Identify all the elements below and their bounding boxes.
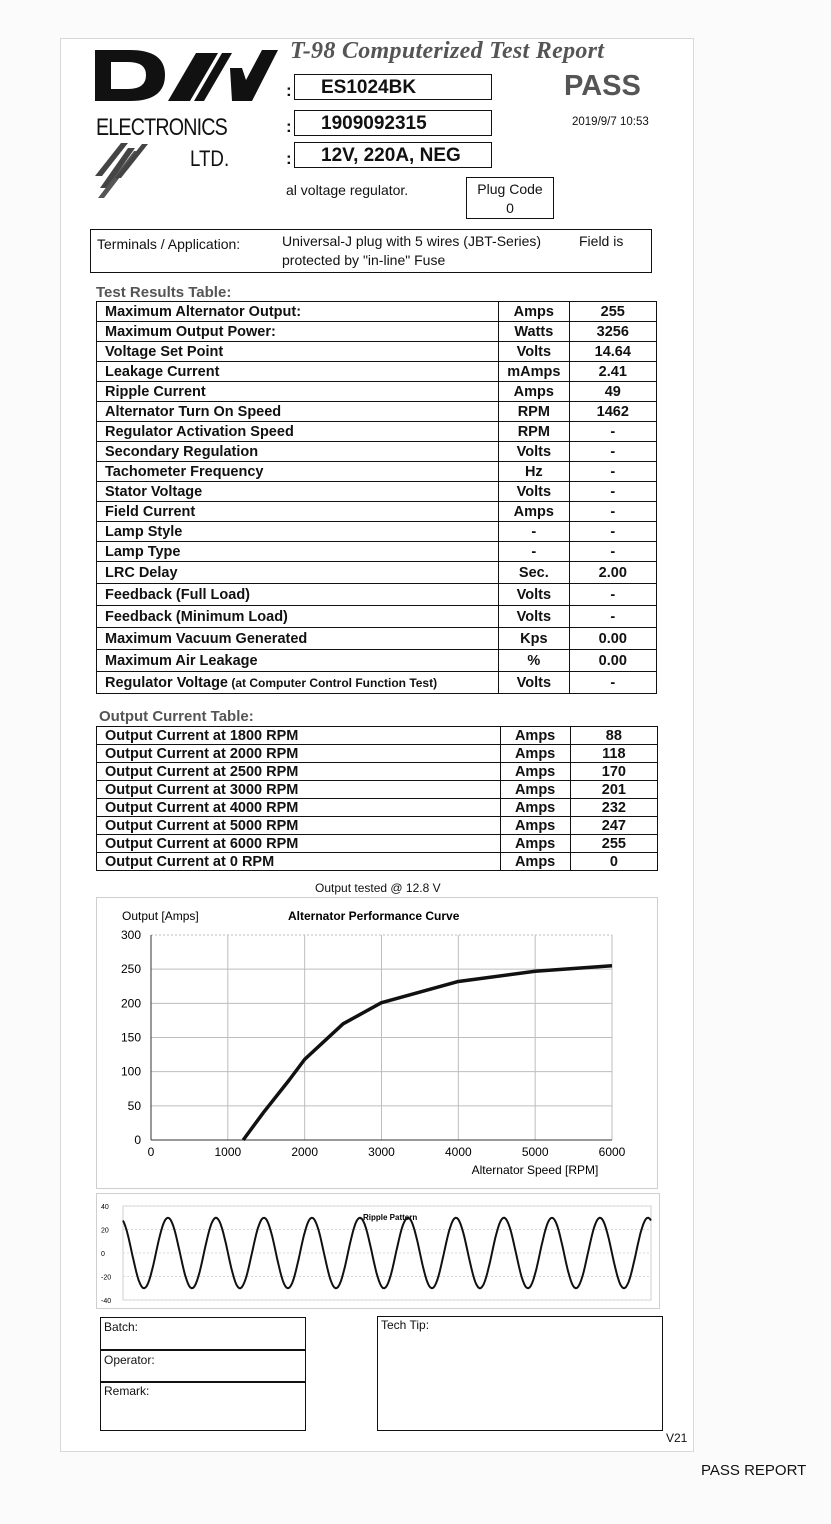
row-name-text: Field Current — [105, 503, 196, 520]
row-unit-text: mAmps — [507, 363, 561, 380]
plug-code-box — [466, 177, 554, 219]
chart-title: Alternator Performance Curve — [288, 909, 460, 923]
row-unit — [499, 442, 569, 462]
row-value — [570, 817, 657, 835]
row-unit — [499, 342, 569, 362]
table-row — [97, 763, 658, 781]
row-value — [569, 462, 656, 482]
colon-mark: : — [286, 117, 292, 136]
row-value-text: 88 — [605, 727, 622, 744]
row-value — [570, 745, 657, 763]
row-unit-text: Amps — [514, 745, 556, 762]
colon-mark: : — [286, 81, 292, 100]
table-row — [97, 745, 658, 763]
table-row — [97, 781, 658, 799]
table-row — [97, 628, 657, 650]
row-name — [97, 342, 499, 362]
ripple-y-tick-label: -20 — [101, 1274, 112, 1282]
row-value — [569, 606, 656, 628]
row-unit-text: Amps — [514, 781, 556, 798]
row-name — [97, 628, 499, 650]
row-value-text: - — [610, 423, 616, 440]
x-tick-label: 0 — [147, 1145, 155, 1159]
row-name-text: Leakage Current — [105, 363, 220, 380]
table-row — [97, 542, 657, 562]
row-value — [570, 799, 657, 817]
row-unit — [499, 522, 569, 542]
x-tick-label: 2000 — [291, 1145, 319, 1159]
row-value — [569, 422, 656, 442]
company-suffix: LTD. — [190, 146, 230, 171]
row-name — [97, 584, 499, 606]
y-tick-label: 50 — [127, 1098, 141, 1113]
row-name-text: Regulator Activation Speed — [105, 423, 294, 440]
performance-chart-frame — [96, 897, 658, 1189]
row-unit — [500, 727, 570, 745]
row-value — [569, 502, 656, 522]
row-value — [569, 442, 656, 462]
row-value-text: - — [610, 503, 616, 520]
y-tick-label: 150 — [120, 1030, 141, 1045]
company-name: ELECTRONICS — [96, 114, 227, 141]
row-name-text: Output Current at 2500 RPM — [105, 763, 299, 780]
row-unit — [499, 672, 569, 694]
row-name-text: Stator Voltage — [105, 483, 203, 500]
row-value-text: 255 — [600, 303, 625, 320]
table-row — [97, 562, 657, 584]
row-name — [97, 502, 499, 522]
table-row — [97, 584, 657, 606]
row-name-text: LRC Delay — [105, 564, 178, 581]
y-tick-label: 100 — [120, 1064, 141, 1079]
terminals-box — [90, 229, 652, 273]
row-unit — [499, 584, 569, 606]
description: al voltage regulator. — [286, 182, 409, 198]
row-unit — [499, 422, 569, 442]
row-value — [569, 362, 656, 382]
row-value — [570, 763, 657, 781]
result-status: PASS — [564, 70, 641, 102]
row-name-text: Tachometer Frequency — [105, 463, 264, 480]
row-unit — [499, 362, 569, 382]
row-name-text: Maximum Vacuum Generated — [105, 630, 308, 647]
row-value — [570, 853, 657, 871]
row-unit — [500, 835, 570, 853]
row-value — [569, 542, 656, 562]
row-value-text: 2.00 — [598, 564, 627, 581]
serial-number: 1909092315 — [294, 110, 492, 136]
row-name — [97, 781, 501, 799]
row-value — [569, 322, 656, 342]
row-value-text: 0 — [609, 853, 618, 870]
row-name — [97, 562, 499, 584]
row-unit — [499, 562, 569, 584]
row-unit-text: Volts — [516, 483, 552, 500]
row-value — [569, 522, 656, 542]
operator-label: Operator: — [104, 1353, 155, 1367]
row-unit-text: RPM — [517, 403, 550, 420]
row-name — [97, 672, 499, 694]
row-unit-text: Watts — [514, 323, 554, 340]
row-unit — [499, 402, 569, 422]
table-row — [97, 835, 658, 853]
output-tested-note: Output tested @ 12.8 V — [315, 881, 441, 895]
table-row — [97, 727, 658, 745]
y-axis-label: Output [Amps] — [122, 909, 199, 923]
table-row — [97, 672, 657, 694]
row-name-text: Regulator Voltage — [105, 674, 228, 691]
row-unit-text: Amps — [514, 727, 556, 744]
row-value-text: - — [610, 586, 616, 603]
row-value-text: 118 — [602, 745, 626, 762]
row-name-text: Lamp Style — [105, 523, 183, 540]
ripple-chart — [97, 1194, 659, 1308]
table-row — [97, 853, 658, 871]
x-tick-label: 1000 — [214, 1145, 242, 1159]
terminals-value-tail: Field is — [579, 233, 624, 249]
table-row — [97, 502, 657, 522]
table-row — [97, 322, 657, 342]
row-unit — [499, 302, 569, 322]
row-unit-text: Amps — [514, 835, 556, 852]
row-name-text: Alternator Turn On Speed — [105, 403, 282, 420]
row-unit — [499, 462, 569, 482]
table-row — [97, 362, 657, 382]
version-label: V21 — [666, 1431, 688, 1445]
row-name-text: Output Current at 0 RPM — [105, 853, 275, 870]
plug-code-value: 0 — [506, 200, 514, 216]
row-unit-text: Volts — [516, 443, 552, 460]
row-name — [97, 442, 499, 462]
row-name-text: Output Current at 1800 RPM — [105, 727, 299, 744]
row-name — [97, 402, 499, 422]
row-value-text: 170 — [601, 763, 626, 780]
row-value-text: 0.00 — [598, 630, 627, 647]
row-unit-text: Amps — [514, 799, 556, 816]
plug-code-label: Plug Code — [477, 181, 543, 197]
row-name — [97, 835, 501, 853]
row-unit — [499, 542, 569, 562]
tech-tip-box — [377, 1316, 663, 1431]
table-row — [97, 817, 658, 835]
ripple-y-tick-label: 20 — [101, 1227, 109, 1235]
part-number: ES1024BK — [294, 74, 492, 100]
row-value — [569, 650, 656, 672]
table-row — [97, 422, 657, 442]
row-value-text: 49 — [604, 383, 621, 400]
row-value-text: 1462 — [596, 403, 629, 420]
row-unit-text: Hz — [524, 463, 543, 480]
x-tick-label: 3000 — [368, 1145, 395, 1159]
row-value-text: 2.41 — [598, 363, 627, 380]
rating: 12V, 220A, NEG — [294, 142, 492, 168]
row-value-text: - — [610, 523, 616, 540]
table-row — [97, 606, 657, 628]
row-unit — [499, 482, 569, 502]
row-name — [97, 522, 499, 542]
row-name-text: Feedback (Full Load) — [105, 586, 251, 603]
row-value-text: 3256 — [596, 323, 629, 340]
colon-mark: : — [286, 149, 292, 168]
y-tick-label: 300 — [120, 928, 141, 942]
output-current-table — [96, 726, 658, 871]
row-unit-text: Volts — [516, 608, 552, 625]
row-value — [569, 672, 656, 694]
row-unit-text: Volts — [516, 586, 552, 603]
table-row — [97, 482, 657, 502]
row-unit-text: Amps — [513, 303, 554, 320]
row-unit-text: - — [531, 523, 537, 540]
row-unit — [500, 799, 570, 817]
row-unit-text: Amps — [513, 503, 554, 520]
row-unit-text: Amps — [513, 383, 554, 400]
ripple-y-tick-label: 0 — [101, 1251, 105, 1258]
row-name — [97, 422, 499, 442]
row-unit-text: Sec. — [518, 564, 549, 581]
row-unit-text: % — [527, 652, 541, 669]
row-name — [97, 322, 499, 342]
row-unit-text: Amps — [514, 853, 556, 870]
row-unit — [500, 745, 570, 763]
row-unit-text: Amps — [514, 817, 556, 834]
row-value-text: 14.64 — [594, 343, 631, 360]
x-tick-label: 4000 — [444, 1145, 472, 1159]
ripple-title: Ripple Pattern — [363, 1213, 418, 1222]
row-name-text: Maximum Output Power: — [105, 323, 276, 340]
table-row — [97, 650, 657, 672]
row-unit-text: - — [531, 543, 537, 560]
row-value — [570, 727, 657, 745]
row-value — [569, 402, 656, 422]
row-name — [97, 817, 501, 835]
row-name — [97, 799, 501, 817]
row-name — [97, 853, 501, 871]
row-name-text: Feedback (Minimum Load) — [105, 608, 288, 625]
row-name-text: Output Current at 5000 RPM — [105, 817, 299, 834]
row-unit-text: Kps — [520, 630, 548, 647]
x-tick-label: 5000 — [521, 1145, 549, 1159]
row-name-text: Output Current at 4000 RPM — [105, 799, 299, 816]
row-value-text: 201 — [601, 781, 626, 798]
table-row — [97, 442, 657, 462]
row-name — [97, 542, 499, 562]
x-axis-label: Alternator Speed [RPM] — [471, 1163, 599, 1177]
row-value-text: - — [610, 443, 616, 460]
row-value-text: 0.00 — [598, 652, 627, 669]
performance-chart — [97, 898, 657, 1188]
row-value — [569, 562, 656, 584]
x-tick-label: 6000 — [598, 1145, 626, 1159]
row-value-text: - — [610, 483, 616, 500]
row-value — [569, 382, 656, 402]
table-row — [97, 342, 657, 362]
row-unit — [499, 628, 569, 650]
row-name — [97, 763, 501, 781]
table-row — [97, 462, 657, 482]
row-unit — [500, 781, 570, 799]
table-row — [97, 799, 658, 817]
row-name — [97, 650, 499, 672]
row-name — [97, 302, 499, 322]
row-unit-text: Volts — [516, 674, 552, 691]
test-datetime: 2019/9/7 10:53 — [572, 116, 649, 128]
row-value-text: 255 — [601, 835, 626, 852]
ripple-chart-frame — [96, 1193, 660, 1309]
terminals-value-line1: Universal-J plug with 5 wires (JBT-Series) — [282, 233, 542, 249]
remark-label: Remark: — [104, 1384, 150, 1398]
row-unit — [499, 322, 569, 342]
test-results-title: Test Results Table: — [96, 284, 232, 301]
row-value — [569, 342, 656, 362]
row-name-text: Lamp Type — [105, 543, 181, 560]
test-results-table — [96, 301, 657, 694]
row-value — [570, 835, 657, 853]
pass-report-label: PASS REPORT — [701, 1462, 807, 1479]
row-name-text: Voltage Set Point — [105, 343, 224, 360]
row-unit — [500, 817, 570, 835]
row-unit — [500, 853, 570, 871]
row-value-text: 247 — [601, 817, 626, 834]
y-tick-label: 250 — [120, 962, 141, 977]
row-name-text: Maximum Alternator Output: — [105, 303, 302, 320]
row-name — [97, 606, 499, 628]
output-current-title: Output Current Table: — [99, 708, 254, 725]
row-name — [97, 745, 501, 763]
row-value — [570, 781, 657, 799]
row-value — [569, 584, 656, 606]
terminals-value-line2: protected by "in-line" Fuse — [282, 252, 446, 268]
row-value — [569, 628, 656, 650]
table-row — [97, 382, 657, 402]
report-title: T-98 Computerized Test Report — [290, 38, 605, 64]
performance-curve-line — [243, 966, 612, 1140]
y-tick-label: 200 — [120, 996, 141, 1011]
row-unit — [500, 763, 570, 781]
row-unit — [499, 502, 569, 522]
table-row — [97, 302, 657, 322]
row-unit — [499, 382, 569, 402]
row-unit-text: Amps — [514, 763, 556, 780]
row-unit-text: RPM — [517, 423, 550, 440]
row-value-text: - — [610, 463, 616, 480]
row-name-suffix: (at Computer Control Function Test) — [231, 675, 438, 690]
row-value-text: - — [610, 674, 616, 691]
row-name — [97, 362, 499, 382]
row-name-text: Output Current at 3000 RPM — [105, 781, 299, 798]
ripple-y-tick-label: 40 — [101, 1204, 109, 1211]
row-name-text: Maximum Air Leakage — [105, 652, 258, 669]
row-value-text: - — [610, 543, 616, 560]
row-value — [569, 482, 656, 502]
table-row — [97, 402, 657, 422]
batch-label: Batch: — [104, 1320, 139, 1334]
terminals-label: Terminals / Application: — [97, 236, 241, 252]
y-tick-label: 0 — [134, 1133, 141, 1147]
row-name — [97, 462, 499, 482]
row-name-text: Secondary Regulation — [105, 443, 259, 460]
row-unit-text: Volts — [516, 343, 552, 360]
row-name-text: Ripple Current — [105, 383, 206, 400]
row-name-text: Output Current at 6000 RPM — [105, 835, 299, 852]
row-value-text: 232 — [601, 799, 626, 816]
ripple-y-tick-label: -40 — [101, 1298, 112, 1305]
row-name — [97, 727, 501, 745]
row-value — [569, 302, 656, 322]
table-row — [97, 522, 657, 542]
tech-tip-label: Tech Tip: — [381, 1318, 430, 1332]
row-name — [97, 382, 499, 402]
row-unit — [499, 606, 569, 628]
row-unit — [499, 650, 569, 672]
row-name-text: Output Current at 2000 RPM — [105, 745, 299, 762]
row-value-text: - — [610, 608, 616, 625]
row-name — [97, 482, 499, 502]
